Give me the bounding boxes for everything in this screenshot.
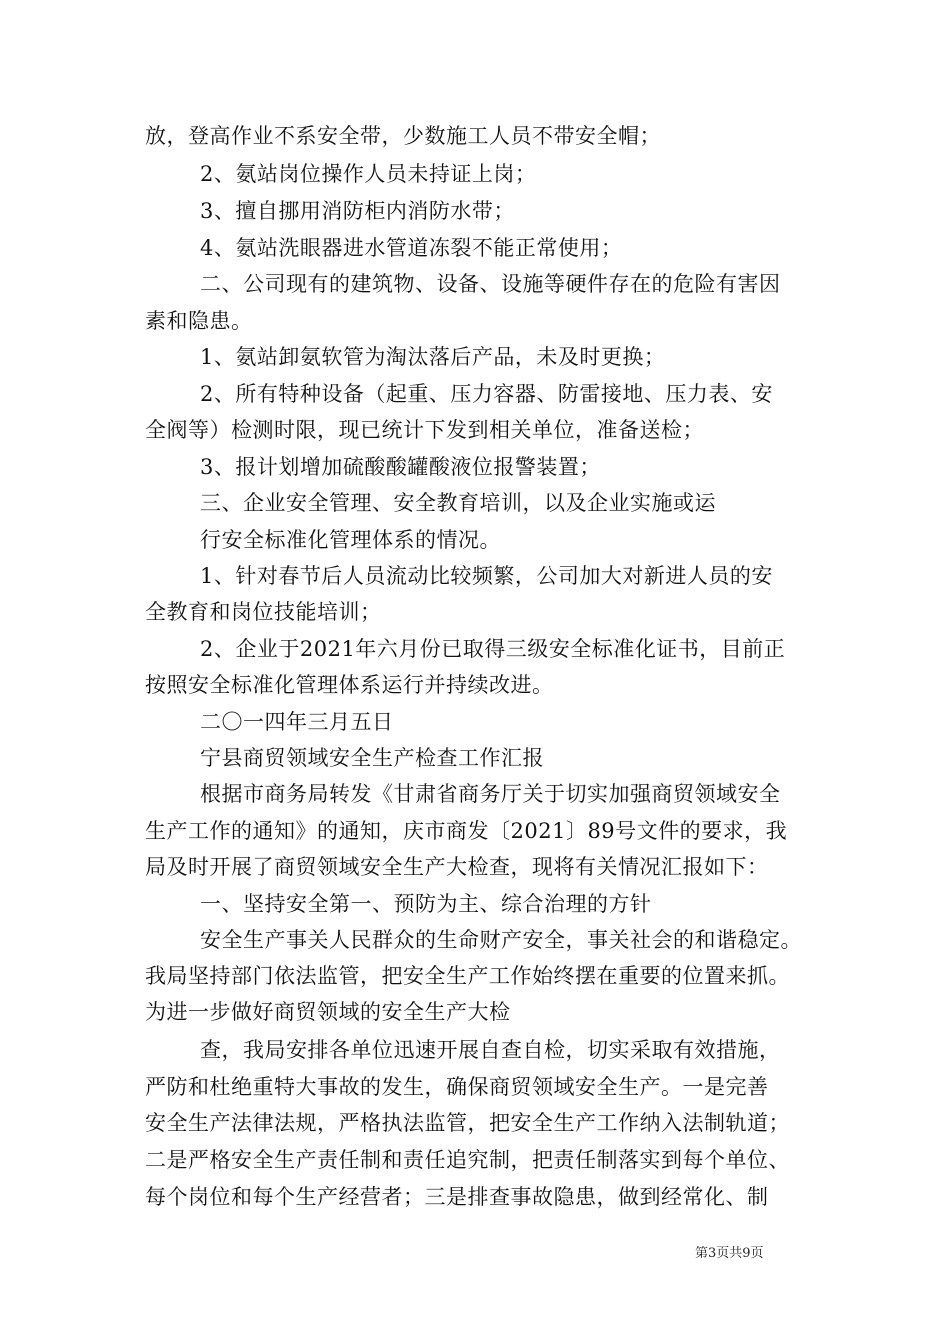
text-line: 2、企业于2021年六月份已取得三级安全标准化证书，目前正 (200, 637, 786, 661)
text-line: 2、所有特种设备（起重、压力容器、防雷接地、压力表、安 (200, 382, 773, 406)
text-line: 根据市商务局转发《甘肃省商务厅关于切实加强商贸领域安全 (200, 782, 781, 806)
text-line: 行安全标准化管理体系的情况。 (200, 528, 501, 552)
text-line: 2、氨站岗位操作人员未持证上岗； (200, 162, 537, 186)
text-line: 为进一步做好商贸领域的安全生产大检 (145, 1000, 511, 1024)
text-line: 素和隐患。 (145, 309, 253, 333)
text-line: 生产工作的通知》的通知，庆市商发〔2021〕89号文件的要求，我 (145, 819, 788, 843)
text-line: 1、针对春节后人员流动比较频繁，公司加大对新进人员的安 (200, 564, 773, 588)
text-line: 全阀等）检测时限，现已统计下发到相关单位，准备送检； (145, 418, 704, 442)
text-line: 按照安全标准化管理体系运行并持续改进。 (145, 673, 554, 697)
date-line: 二〇一四年三月五日 (200, 710, 394, 734)
page-number: 第3页共9页 (695, 1246, 764, 1261)
text-line: 严防和杜绝重特大事故的发生，确保商贸领域安全生产。一是完善 (145, 1075, 769, 1099)
text-line: 全教育和岗位技能培训； (145, 600, 382, 624)
text-line: 3、擅自挪用消防柜内消防水带； (200, 199, 515, 223)
text-line: 3、报计划增加硫酸酸罐酸液位报警装置； (200, 455, 601, 479)
text-line: 安全生产法律法规，严格执法监管，把安全生产工作纳入法制轨道； (145, 1111, 790, 1135)
section-heading: 二、公司现有的建筑物、设备、设施等硬件存在的危险有害因 (200, 272, 781, 296)
text-line: 局及时开展了商贸领域安全生产大检查，现将有关情况汇报如下： (145, 855, 769, 879)
text-line: 每个岗位和每个生产经营者；三是排查事故隐患，做到经常化、制 (145, 1185, 769, 1209)
text-line: 1、氨站卸氨软管为淘汰落后产品，未及时更换； (200, 345, 666, 369)
section-heading: 一、坚持安全第一、预防为主、综合治理的方针 (200, 892, 652, 916)
text-line: 放，登高作业不系安全带，少数施工人员不带安全帽； (145, 124, 661, 148)
report-title: 宁县商贸领域安全生产检查工作汇报 (200, 746, 544, 770)
text-line: 安全生产事关人民群众的生命财产安全，事关社会的和谐稳定。 (200, 928, 802, 952)
text-line: 二是严格安全生产责任制和责任追究制，把责任制落实到每个单位、 (145, 1148, 790, 1172)
text-line: 4、氨站洗眼器进水管道冻裂不能正常使用； (200, 236, 623, 260)
section-heading: 三、企业安全管理、安全教育培训，以及企业实施或运 (200, 491, 716, 515)
text-line: 查，我局安排各单位迅速开展自查自检，切实采取有效措施， (200, 1038, 781, 1062)
text-line: 我局坚持部门依法监管，把安全生产工作始终摆在重要的位置来抓。 (145, 964, 790, 988)
